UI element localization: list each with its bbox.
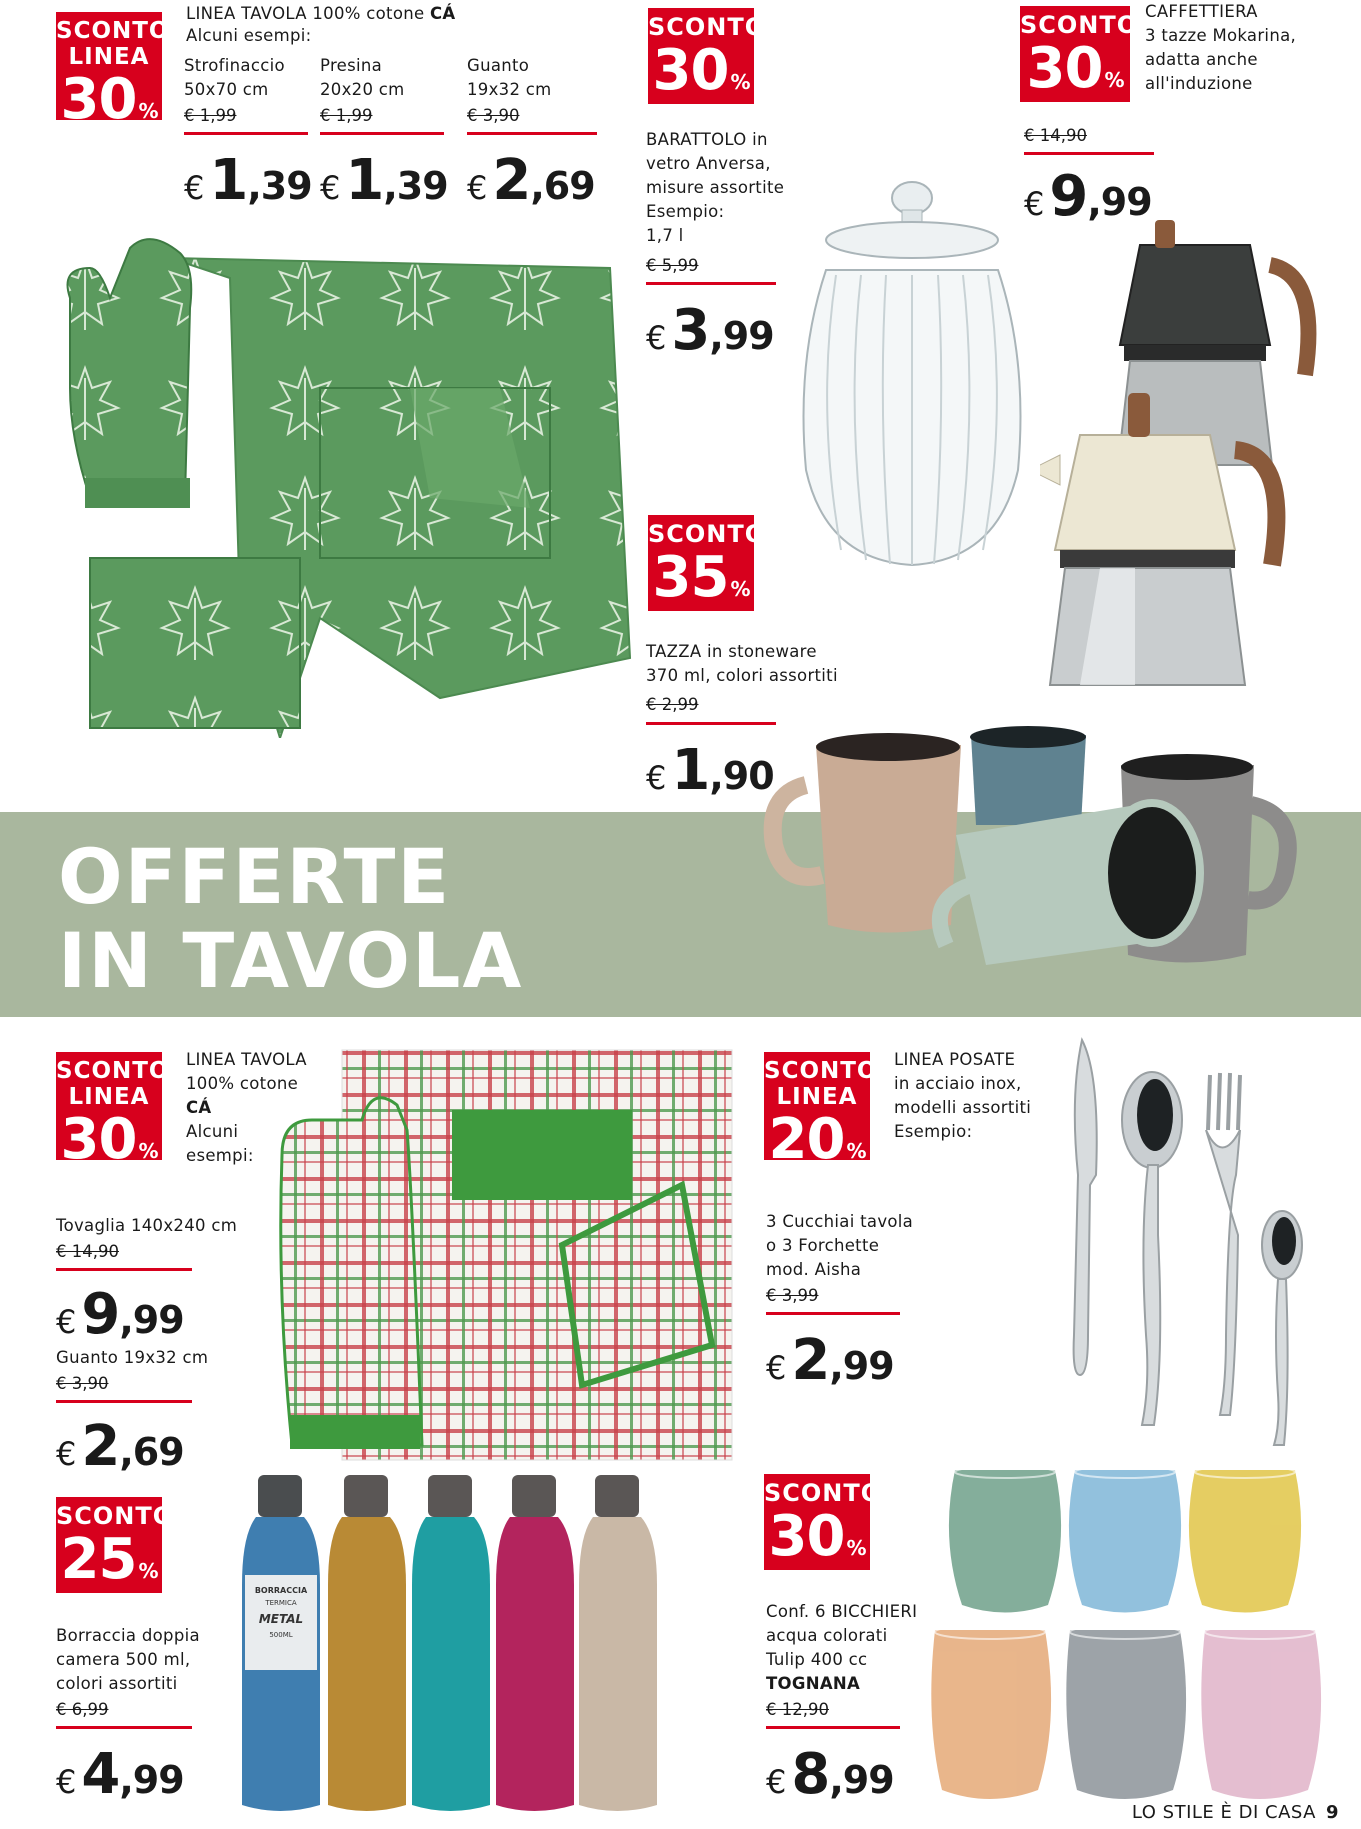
badge-value: 25 [60, 1527, 137, 1592]
current-price: € 1,39 [184, 148, 312, 213]
item-name: Presina 20x20 cm [320, 56, 405, 99]
old-price: € 5,99 [646, 256, 699, 275]
product-description: LINEA TAVOLA 100% cotone CÁ Alcuni esempi: [186, 1050, 307, 1165]
product-subtitle: Alcuni esempi: [186, 26, 312, 45]
section-title: OFFERTE IN TAVOLA [58, 832, 524, 1005]
item-name: 3 Cucchiai tavola o 3 Forchette mod. Aisha [766, 1212, 914, 1279]
price-rule [320, 132, 444, 135]
badge-percent: % [846, 1139, 866, 1163]
item-name: Guanto 19x32 cm [467, 56, 552, 99]
bottles-image [238, 1475, 658, 1820]
footer-slogan: LO STILE È DI CASA [1131, 1802, 1316, 1823]
discount-badge [764, 1052, 878, 1172]
old-price: € 14,90 [1024, 126, 1087, 145]
checked-textile-image [272, 1045, 738, 1465]
glass-jar-image [786, 180, 1036, 570]
badge-percent: % [730, 70, 750, 94]
bottle-label-line: METAL [258, 1612, 304, 1626]
current-price: € 8,99 [766, 1742, 894, 1807]
discount-badge [648, 515, 767, 611]
badge-label: SCONTO LINEA [764, 1058, 878, 1110]
item-name: Tovaglia 140x240 cm [56, 1216, 238, 1235]
product-description: CAFFETTIERA 3 tazze Mokarina, adatta anche all'induzione [1145, 2, 1297, 93]
current-price: € 1,39 [320, 148, 448, 213]
badge-label: SCONTO [56, 1502, 175, 1530]
badge-percent: % [138, 1139, 158, 1163]
badge-percent: % [138, 99, 158, 123]
badge-percent: % [1104, 68, 1124, 92]
product-description: Conf. 6 BICCHIERI acqua colorati Tulip 400 cc TOGNANA [766, 1602, 918, 1693]
mugs-image [756, 725, 1316, 965]
badge-value: 30 [60, 67, 137, 132]
badge-percent: % [730, 577, 750, 601]
product-description: LINEA POSATE in acciaio inox, modelli assortiti Esempio: [894, 1050, 1032, 1141]
old-price: € 6,99 [56, 1700, 109, 1719]
price-rule [56, 1400, 192, 1403]
badge-value: 30 [652, 38, 729, 103]
price-rule [766, 1312, 900, 1315]
old-price: € 14,90 [56, 1242, 119, 1261]
price-rule [467, 132, 597, 135]
badge-label: SCONTO [648, 520, 767, 548]
bottle-label-line: TERMICA [265, 1599, 297, 1607]
current-price: € 3,99 [646, 298, 774, 363]
bottle-label-line: BORRACCIA [254, 1586, 308, 1595]
badge-value: 35 [652, 545, 729, 610]
price-rule [184, 132, 308, 135]
cutlery-image [1060, 1035, 1320, 1455]
discount-badge [1020, 6, 1139, 102]
current-price: € 4,99 [56, 1742, 184, 1807]
item-name: Strofinaccio 50x70 cm [184, 56, 285, 99]
discount-badge [56, 1052, 170, 1172]
badge-label: SCONTO [764, 1479, 883, 1507]
badge-percent: % [846, 1536, 866, 1560]
old-price: € 12,90 [766, 1700, 829, 1719]
badge-percent: % [138, 1559, 158, 1583]
current-price: € 9,99 [56, 1282, 184, 1347]
badge-label: SCONTO [648, 13, 767, 41]
old-price: € 2,99 [646, 695, 699, 714]
badge-label: SCONTO LINEA [56, 18, 170, 70]
glasses-image [930, 1460, 1335, 1815]
discount-badge [648, 8, 767, 104]
current-price: € 2,69 [56, 1414, 184, 1479]
page-footer [1132, 1802, 1339, 1823]
badge-value: 30 [768, 1504, 845, 1569]
price-rule [646, 282, 776, 285]
old-price: € 1,99 [184, 106, 237, 125]
product-title: LINEA TAVOLA 100% cotone CÁ [186, 4, 456, 23]
page-number: 9 [1325, 1802, 1339, 1823]
product-description: BARATTOLO in vetro Anversa, misure assortite Esempio: 1,7 l [646, 130, 785, 245]
price-rule [1024, 152, 1154, 155]
current-price: € 2,99 [766, 1328, 894, 1393]
current-price: € 1,90 [646, 738, 774, 803]
old-price: € 1,99 [320, 106, 373, 125]
badge-value: 30 [1026, 36, 1103, 101]
current-price: € 9,99 [1024, 164, 1152, 229]
current-price: € 2,69 [467, 148, 595, 213]
moka-pots-image [1040, 215, 1340, 695]
product-description: Borraccia doppia camera 500 ml, colori assortiti [56, 1626, 200, 1693]
old-price: € 3,99 [766, 1286, 819, 1305]
badge-label: SCONTO LINEA [56, 1058, 170, 1110]
product-description: TAZZA in stoneware 370 ml, colori assortiti [646, 642, 838, 685]
bottle-label-line: 500ML [269, 1631, 293, 1639]
old-price: € 3,90 [56, 1374, 109, 1393]
badge-value: 30 [60, 1107, 137, 1172]
price-rule [766, 1726, 900, 1729]
discount-badge [56, 12, 170, 132]
price-rule [56, 1726, 192, 1729]
discount-badge [764, 1474, 883, 1570]
item-name: Guanto 19x32 cm [56, 1348, 209, 1367]
badge-label: SCONTO [1020, 11, 1139, 39]
green-textile-image [30, 238, 640, 738]
badge-value: 20 [768, 1107, 845, 1172]
discount-badge [56, 1497, 175, 1593]
old-price: € 3,90 [467, 106, 520, 125]
price-rule [56, 1268, 192, 1271]
